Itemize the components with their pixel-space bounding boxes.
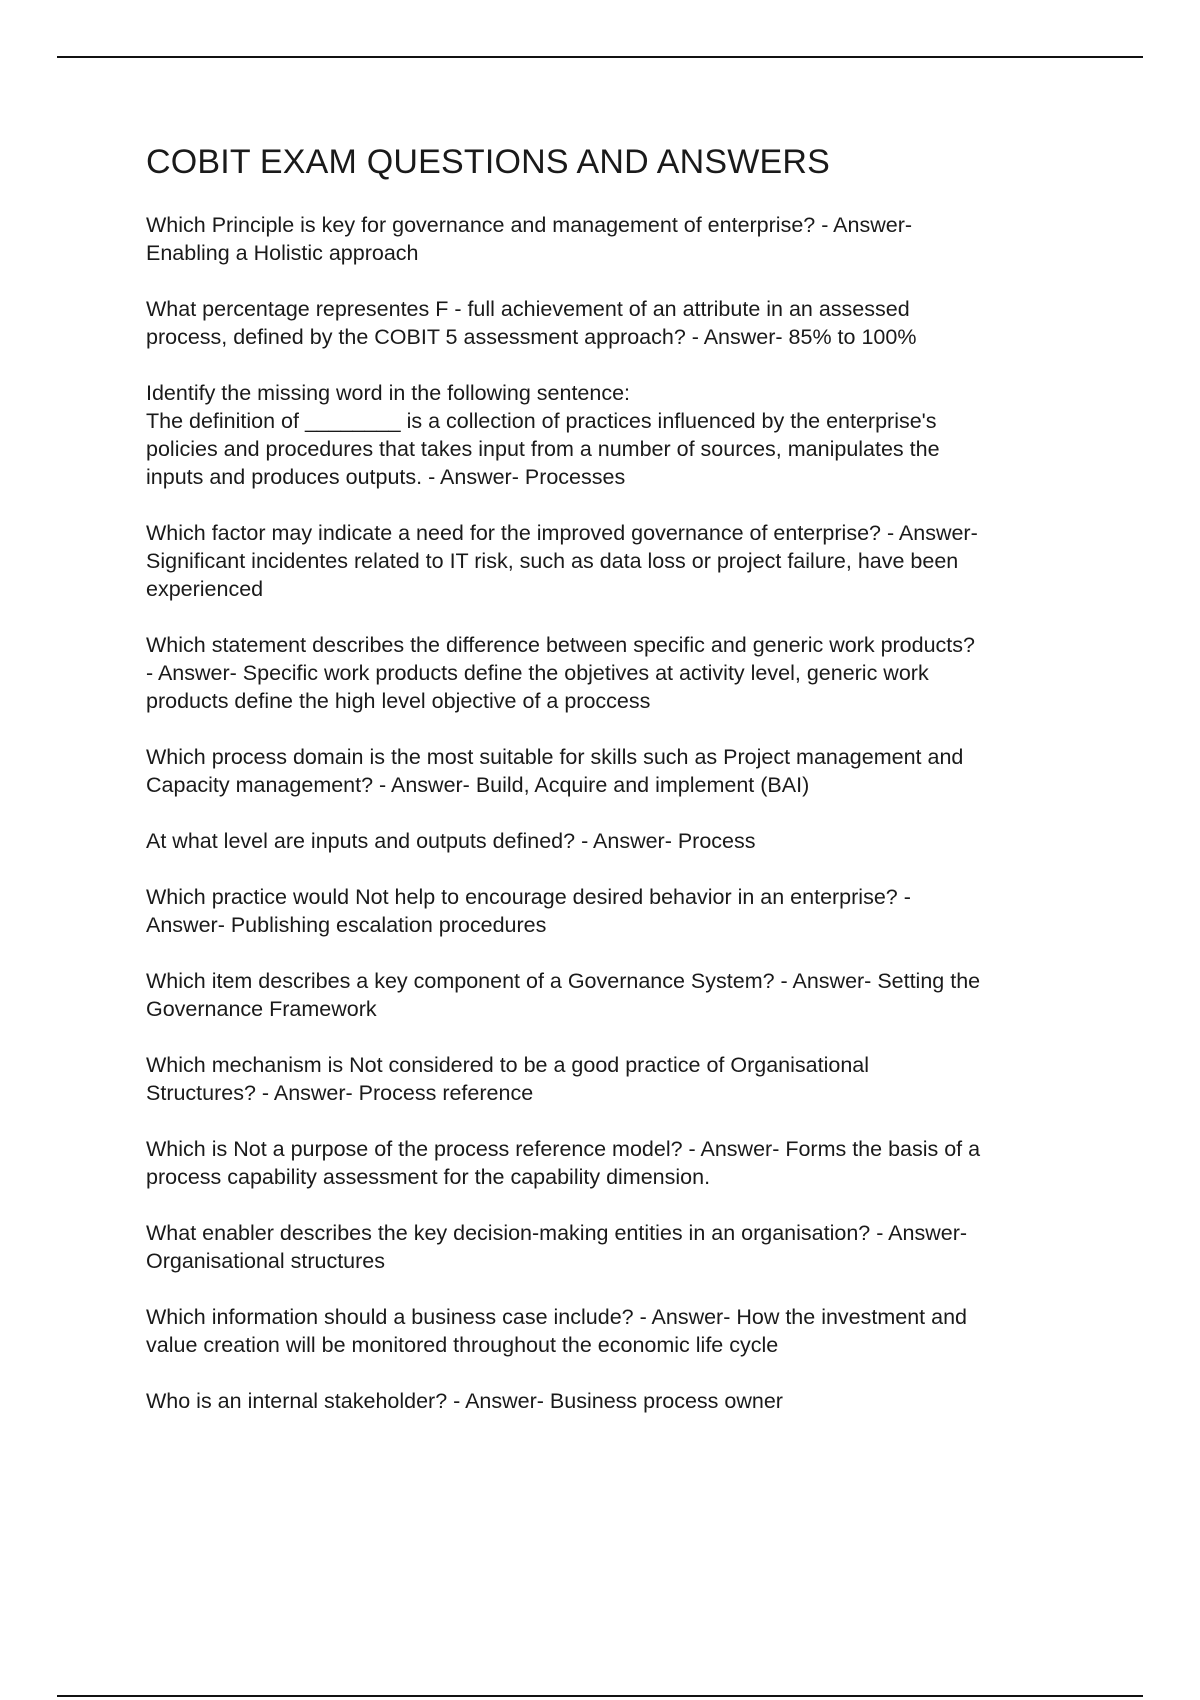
qa-entry: Which process domain is the most suitable for skills such as Project management and Capacity management? - Answer- Build, Acquire and implement (BAI) [146,744,964,797]
qa-entry: Which practice would Not help to encourage desired behavior in an enterprise? - Answer- Publishing escalation procedures [146,884,911,937]
document-title: COBIT EXAM QUESTIONS AND ANSWERS [146,143,831,181]
qa-entry: Identify the missing word in the following sentence: The definition of ________ is a collection of practices influenced by the enterprise's policies and procedures that takes input from a number of sources, manipulates the inputs and produces outputs. - Answer- Processes [146,380,940,489]
document-body [146,142,1096,1443]
qa-entry: Which item describes a key component of a Governance System? - Answer- Setting the Governance Framework [146,968,981,1021]
top-rule [57,56,1143,58]
qa-entry: Who is an internal stakeholder? - Answer- Business process owner [146,1388,783,1413]
qa-entry: At what level are inputs and outputs defined? - Answer- Process [146,828,756,853]
qa-entry: What percentage representes F - full achievement of an attribute in an assessed process, defined by the COBIT 5 assessment approach? - Answer- 85% to 100% [146,296,917,349]
qa-entry: Which statement describes the difference between specific and generic work products? - Answer- Specific work products define the objetives at activity level, generic work products define the high level objective of a proccess [146,632,975,713]
qa-entry: Which information should a business case include? - Answer- How the investment and value creation will be monitored throughout the economic life cycle [146,1304,967,1357]
qa-entry: Which Principle is key for governance and management of enterprise? - Answer- Enabling a Holistic approach [146,212,913,265]
qa-entry: Which factor may indicate a need for the improved governance of enterprise? - Answer- Significant incidentes related to IT risk, such as data loss or project failure, have been experienced [146,520,978,601]
qa-entry: Which is Not a purpose of the process reference model? - Answer- Forms the basis of a process capability assessment for the capability dimension. [146,1136,981,1189]
qa-entry: What enabler describes the key decision-making entities in an organisation? - Answer- Organisational structures [146,1220,968,1273]
qa-entry: Which mechanism is Not considered to be a good practice of Organisational Structures? - Answer- Process reference [146,1052,870,1105]
bottom-rule [57,1695,1143,1697]
